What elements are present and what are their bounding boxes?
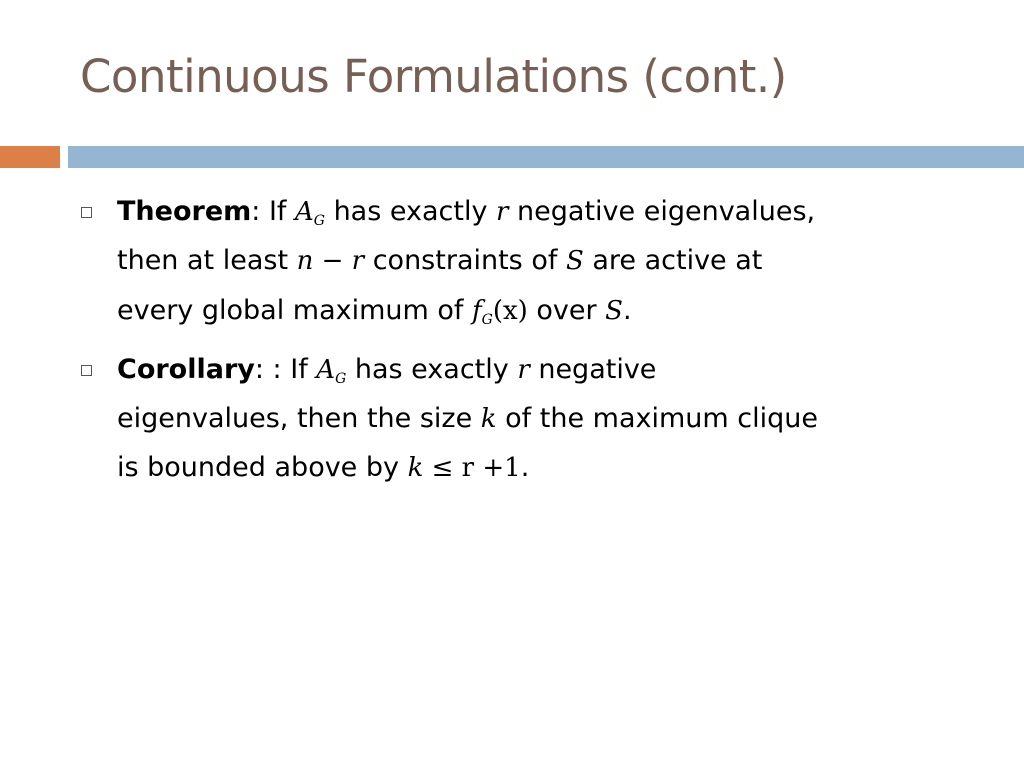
accent-bar-orange bbox=[0, 146, 60, 168]
theorem-line-2 bbox=[117, 245, 762, 277]
corollary-line-3 bbox=[117, 452, 529, 484]
corollary-label: Corollary bbox=[117, 354, 255, 385]
math-S: S bbox=[605, 296, 623, 326]
math-subscript-G: G bbox=[313, 213, 325, 229]
bullet-square-icon bbox=[81, 365, 92, 376]
theorem-text: If bbox=[260, 196, 296, 227]
corollary-line-1 bbox=[117, 354, 656, 395]
corollary-text: eigenvalues, then the size bbox=[117, 403, 481, 434]
math-A-G bbox=[295, 196, 325, 237]
math-r: r bbox=[517, 355, 530, 385]
theorem-period: . bbox=[622, 295, 632, 326]
math-A: A bbox=[316, 355, 336, 385]
corollary-colon: : : If bbox=[254, 354, 317, 385]
theorem-text: constraints of bbox=[364, 245, 566, 276]
corollary-text: of the maximum clique bbox=[496, 403, 818, 434]
theorem-text: then at least bbox=[117, 245, 297, 276]
theorem-line-1 bbox=[117, 196, 815, 237]
corollary-line-2 bbox=[117, 403, 818, 435]
math-paren-x: (x) bbox=[492, 296, 528, 326]
math-S: S bbox=[565, 246, 584, 276]
corollary-text: negative bbox=[529, 354, 657, 385]
corollary-text: has exactly bbox=[346, 354, 518, 385]
theorem-text: over bbox=[527, 295, 606, 326]
math-n-minus-r: n − r bbox=[296, 246, 365, 276]
theorem-colon: : bbox=[251, 196, 261, 227]
math-leq-r-plus-1: ≤ r +1 bbox=[423, 453, 521, 483]
accent-bar-blue bbox=[68, 146, 1024, 168]
math-f: f bbox=[472, 296, 482, 326]
math-f-G-x bbox=[472, 295, 528, 336]
math-subscript-G: G bbox=[335, 371, 347, 387]
math-subscript-G: G bbox=[481, 312, 493, 328]
math-A-G bbox=[316, 354, 346, 395]
math-k: k bbox=[407, 453, 424, 483]
corollary-text: is bounded above by bbox=[117, 452, 408, 483]
corollary-period: . bbox=[520, 452, 530, 483]
math-k: k bbox=[480, 404, 497, 434]
theorem-text: every global maximum of bbox=[117, 295, 473, 326]
bullet-square-icon bbox=[81, 207, 92, 218]
theorem-text: has exactly bbox=[324, 196, 497, 227]
theorem-text: negative eigenvalues, bbox=[508, 196, 816, 227]
math-k-leq-r-plus-1 bbox=[408, 452, 521, 484]
theorem-line-3 bbox=[117, 295, 632, 336]
theorem-text: are active at bbox=[583, 245, 763, 276]
math-A: A bbox=[295, 197, 314, 227]
math-r: r bbox=[496, 197, 509, 227]
theorem-label: Theorem bbox=[117, 196, 252, 227]
slide-title: Continuous Formulations (cont.) bbox=[80, 50, 787, 103]
